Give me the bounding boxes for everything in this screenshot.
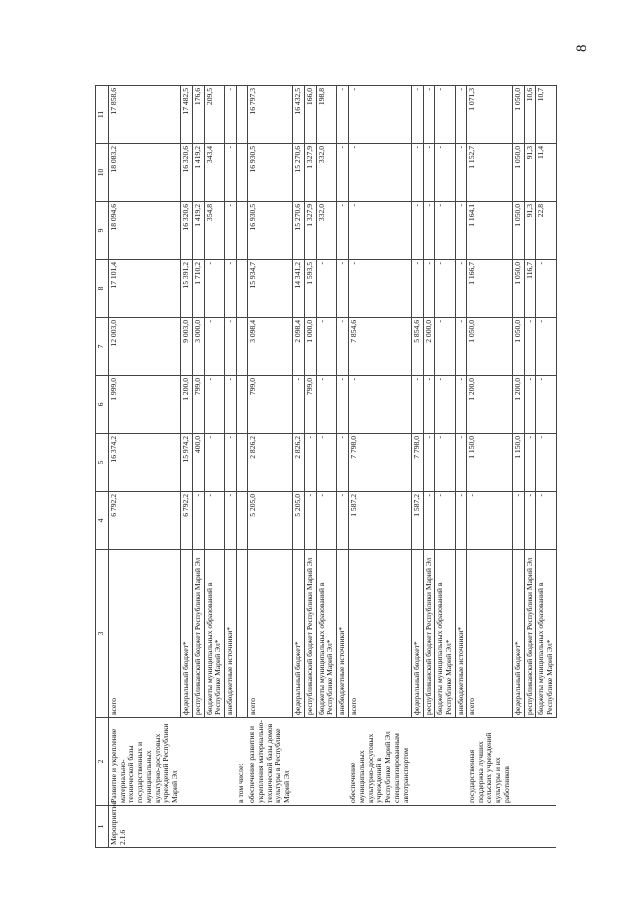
table-cell: бюджеты муниципальных образований в Республике Марий Эл*: [204, 550, 224, 718]
table-row: [316, 86, 336, 848]
table-cell: 16 930,5: [247, 202, 293, 260]
table-cell: -: [337, 86, 349, 144]
table-cell: 1 050,0: [512, 144, 524, 202]
table-cell: 1 150,0: [467, 434, 513, 492]
table-cell: -: [455, 376, 467, 434]
table-cell: 1 327,9: [304, 202, 316, 260]
table-cell: [236, 434, 247, 492]
table-cell: 1 710,2: [192, 260, 204, 318]
table-cell: -: [467, 492, 513, 550]
table-cell: -: [348, 376, 411, 434]
table-cell: федеральный бюджет*: [512, 550, 524, 718]
table-cell: -: [536, 492, 556, 550]
table-cell: -: [411, 144, 423, 202]
table-cell: -: [435, 202, 455, 260]
table-cell: [192, 718, 204, 806]
table-cell: 1 200,0: [181, 376, 193, 434]
table-cell: -: [316, 318, 336, 376]
table-cell: -: [316, 376, 336, 434]
table-cell: [337, 718, 349, 806]
table-cell: -: [512, 492, 524, 550]
table-cell: -: [455, 318, 467, 376]
column-header: 2: [96, 718, 109, 806]
table-cell: -: [435, 318, 455, 376]
table-cell: -: [524, 318, 536, 376]
table-cell: -: [316, 260, 336, 318]
table-cell: 22,8: [536, 202, 556, 260]
table-cell: -: [455, 492, 467, 550]
table-body: [109, 86, 557, 848]
table-cell: [455, 718, 467, 806]
table-cell: [181, 806, 193, 848]
table-cell: 1 200,0: [467, 376, 513, 434]
table-cell: бюджеты муниципальных образований в Республике Марий Эл*: [435, 550, 455, 718]
table-cell: 1 593,5: [304, 260, 316, 318]
column-header: 9: [96, 202, 109, 260]
table-cell: 198,8: [316, 86, 336, 144]
table-cell: 7 854,6: [348, 318, 411, 376]
table-cell: [236, 376, 247, 434]
table-cell: -: [204, 434, 224, 492]
table-cell: -: [304, 434, 316, 492]
table-cell: -: [411, 202, 423, 260]
table-cell: -: [225, 144, 237, 202]
table-cell: -: [293, 376, 305, 434]
table-row: [455, 86, 467, 848]
table-cell: 1 000,0: [304, 318, 316, 376]
table-cell: -: [455, 144, 467, 202]
table-cell: -: [435, 492, 455, 550]
table-row: [348, 86, 411, 848]
table-row: [411, 86, 423, 848]
table-cell: 2 826,2: [293, 434, 305, 492]
table-cell: республиканский бюджет Республики Марий Эл: [192, 550, 204, 718]
table-cell: обеспечение развития и укрепления материально-технической базы домов культуры в Республике Марий Эл: [247, 718, 293, 806]
table-cell: 343,4: [204, 144, 224, 202]
table-cell: 16 374,2: [109, 434, 181, 492]
table-cell: -: [455, 202, 467, 260]
header-row: [96, 86, 109, 848]
table-cell: -: [524, 492, 536, 550]
table-cell: 15 270,6: [293, 202, 305, 260]
table-row: [236, 86, 247, 848]
table-cell: -: [204, 260, 224, 318]
table-cell: 2 000,0: [423, 318, 435, 376]
table-row: [512, 86, 524, 848]
table-cell: республиканский бюджет Республики Марий Эл: [304, 550, 316, 718]
table-row: [467, 86, 513, 848]
table-cell: [236, 260, 247, 318]
page-number: 8: [574, 44, 590, 52]
table-cell: обеспечение муниципальных культурно-досуговых учреждений в Республике Марий Эл специализированным автотранспортом: [348, 718, 411, 806]
table-cell: [304, 806, 316, 848]
table-cell: [467, 806, 513, 848]
table-cell: [204, 718, 224, 806]
table-cell: -: [536, 434, 556, 492]
table-cell: [524, 806, 536, 848]
table-cell: 1 999,0: [109, 376, 181, 434]
table-row: [337, 86, 349, 848]
table-cell: [512, 806, 524, 848]
table-cell: 15 270,6: [293, 144, 305, 202]
table-cell: 1 200,0: [512, 376, 524, 434]
table-cell: 16 797,3: [247, 86, 293, 144]
table-cell: [411, 718, 423, 806]
table-cell: 18 094,6: [109, 202, 181, 260]
column-header: 8: [96, 260, 109, 318]
table-cell: [236, 144, 247, 202]
table-cell: 7 798,0: [348, 434, 411, 492]
table-cell: 9 003,0: [181, 318, 193, 376]
table-cell: 2 098,4: [293, 318, 305, 376]
table-cell: федеральный бюджет*: [293, 550, 305, 718]
table-cell: 17 101,4: [109, 260, 181, 318]
table-cell: 1 050,0: [512, 202, 524, 260]
table-cell: [236, 806, 247, 848]
table-cell: -: [225, 376, 237, 434]
table-cell: 332,0: [316, 144, 336, 202]
table-cell: 5 854,6: [411, 318, 423, 376]
column-header: 7: [96, 318, 109, 376]
column-header: 10: [96, 144, 109, 202]
table-row: [423, 86, 435, 848]
table-cell: 1 587,2: [348, 492, 411, 550]
table-cell: -: [348, 202, 411, 260]
table-cell: 16 930,5: [247, 144, 293, 202]
column-header: 11: [96, 86, 109, 144]
table-cell: 91,3: [524, 144, 536, 202]
table-cell: -: [337, 492, 349, 550]
table-cell: 5 205,0: [293, 492, 305, 550]
table-cell: 17 858,6: [109, 86, 181, 144]
table-row: [435, 86, 455, 848]
table-cell: -: [225, 260, 237, 318]
table-cell: 10,6: [524, 86, 536, 144]
table-cell: -: [435, 260, 455, 318]
table-cell: 15 934,7: [247, 260, 293, 318]
table-cell: 1 152,7: [467, 144, 513, 202]
table-cell: -: [204, 318, 224, 376]
table-cell: [236, 202, 247, 260]
table-cell: -: [455, 86, 467, 144]
table-cell: 3 000,0: [192, 318, 204, 376]
budget-table: [95, 85, 557, 848]
table-cell: всего: [247, 550, 293, 718]
table-cell: [455, 806, 467, 848]
table-cell: 799,0: [192, 376, 204, 434]
table-cell: -: [337, 376, 349, 434]
table-cell: [236, 318, 247, 376]
table-cell: -: [435, 144, 455, 202]
table-cell: государственная поддержка лучших сельских учреждений культуры и их работников: [467, 718, 513, 806]
table-cell: -: [337, 144, 349, 202]
table-cell: [524, 718, 536, 806]
table-cell: бюджеты муниципальных образований в Республике Марий Эл*: [536, 550, 556, 718]
table-cell: федеральный бюджет*: [411, 550, 423, 718]
table-cell: республиканский бюджет Республики Марий Эл: [423, 550, 435, 718]
table-row: [247, 86, 293, 848]
table-cell: [512, 718, 524, 806]
table-cell: -: [204, 376, 224, 434]
table-cell: всего: [109, 550, 181, 718]
table-cell: [181, 718, 193, 806]
table-cell: 799,0: [247, 376, 293, 434]
table-cell: [247, 806, 293, 848]
table-cell: -: [423, 492, 435, 550]
table-cell: -: [337, 202, 349, 260]
table-cell: -: [337, 434, 349, 492]
table-cell: [316, 806, 336, 848]
table-cell: федеральный бюджет*: [181, 550, 193, 718]
table-cell: 91,3: [524, 202, 536, 260]
column-header: 3: [96, 550, 109, 718]
table-cell: Развитие и укрепление материально-технической базы государственных и муниципальных культурно-досуговых учреждений Республики Марий Эл: [109, 718, 181, 806]
table-cell: [225, 806, 237, 848]
table-cell: 799,0: [304, 376, 316, 434]
table-cell: [536, 806, 556, 848]
table-cell: внебюджетные источники*: [225, 550, 237, 718]
table-cell: 6 792,2: [109, 492, 181, 550]
table-cell: 1 166,7: [467, 260, 513, 318]
table-cell: 1 050,0: [512, 318, 524, 376]
table-cell: -: [524, 434, 536, 492]
table-cell: 1 050,0: [467, 318, 513, 376]
table-row: [304, 86, 316, 848]
table-cell: 15 391,2: [181, 260, 193, 318]
table-cell: [304, 718, 316, 806]
table-cell: -: [192, 492, 204, 550]
column-header: 6: [96, 376, 109, 434]
table-cell: [423, 806, 435, 848]
table-cell: -: [411, 376, 423, 434]
table-cell: -: [423, 86, 435, 144]
table-cell: 1 419,2: [192, 144, 204, 202]
column-header: 5: [96, 434, 109, 492]
table-cell: [435, 806, 455, 848]
table-cell: -: [225, 434, 237, 492]
table-cell: 166,0: [304, 86, 316, 144]
table-cell: -: [423, 144, 435, 202]
table-cell: -: [435, 434, 455, 492]
table-cell: в том числе:: [236, 718, 247, 806]
table-cell: [411, 806, 423, 848]
table-cell: [204, 806, 224, 848]
table-cell: 116,7: [524, 260, 536, 318]
table-cell: [192, 806, 204, 848]
table-cell: -: [225, 202, 237, 260]
table-cell: [348, 806, 411, 848]
table-cell: 176,6: [192, 86, 204, 144]
table-cell: 1 327,9: [304, 144, 316, 202]
table-cell: 400,0: [192, 434, 204, 492]
table-cell: -: [423, 434, 435, 492]
table-cell: 1 150,0: [512, 434, 524, 492]
table-cell: -: [337, 260, 349, 318]
table-cell: 354,8: [204, 202, 224, 260]
table-cell: -: [536, 376, 556, 434]
table-cell: [236, 550, 247, 718]
table-cell: [293, 806, 305, 848]
table-cell: 10,7: [536, 86, 556, 144]
table-cell: -: [435, 376, 455, 434]
table-cell: [423, 718, 435, 806]
table-cell: бюджеты муниципальных образований в Республике Марий Эл*: [316, 550, 336, 718]
table-cell: 209,5: [204, 86, 224, 144]
table-cell: внебюджетные источники*: [455, 550, 467, 718]
table-cell: -: [348, 86, 411, 144]
table-cell: 16 320,6: [181, 144, 193, 202]
table-cell: 16 320,6: [181, 202, 193, 260]
table-cell: 11,4: [536, 144, 556, 202]
table-row: [181, 86, 193, 848]
table-cell: 1 050,0: [512, 260, 524, 318]
table-cell: 1 419,2: [192, 202, 204, 260]
table-row: [109, 86, 181, 848]
table-cell: -: [348, 144, 411, 202]
table-cell: 5 205,0: [247, 492, 293, 550]
table-cell: -: [204, 492, 224, 550]
table-cell: [435, 718, 455, 806]
table-row: [536, 86, 556, 848]
table-cell: -: [455, 434, 467, 492]
table-cell: -: [337, 318, 349, 376]
table-cell: внебюджетные источники*: [337, 550, 349, 718]
table-cell: -: [423, 376, 435, 434]
table-cell: 1 071,3: [467, 86, 513, 144]
table-cell: -: [536, 260, 556, 318]
table-row: [192, 86, 204, 848]
table-cell: 16 432,5: [293, 86, 305, 144]
table-cell: -: [536, 318, 556, 376]
table-cell: [236, 86, 247, 144]
table-cell: -: [225, 86, 237, 144]
table-cell: -: [225, 492, 237, 550]
table-row: [225, 86, 237, 848]
table-cell: -: [411, 260, 423, 318]
table-cell: -: [423, 202, 435, 260]
table-row: [293, 86, 305, 848]
table-cell: 332,0: [316, 202, 336, 260]
table-cell: [536, 718, 556, 806]
table-cell: 15 974,2: [181, 434, 193, 492]
table-cell: 17 482,5: [181, 86, 193, 144]
table-cell: всего: [348, 550, 411, 718]
table-cell: -: [423, 260, 435, 318]
table-cell: 1 050,0: [512, 86, 524, 144]
table-cell: -: [316, 492, 336, 550]
table-cell: -: [348, 260, 411, 318]
table-cell: 6 792,2: [181, 492, 193, 550]
table-cell: всего: [467, 550, 513, 718]
table-cell: [293, 718, 305, 806]
table-cell: 1 587,2: [411, 492, 423, 550]
table-cell: 3 098,4: [247, 318, 293, 376]
table-cell: -: [435, 86, 455, 144]
table-cell: -: [304, 492, 316, 550]
table-cell: 1 164,1: [467, 202, 513, 260]
table-row: [204, 86, 224, 848]
table-cell: [225, 718, 237, 806]
table-cell: [236, 492, 247, 550]
table-cell: 2 826,2: [247, 434, 293, 492]
table-cell: [316, 718, 336, 806]
table-cell: [337, 806, 349, 848]
table-cell: 7 798,0: [411, 434, 423, 492]
table-cell: -: [411, 86, 423, 144]
table-cell: -: [455, 260, 467, 318]
table-cell: 14 341,2: [293, 260, 305, 318]
table-cell: 12 003,0: [109, 318, 181, 376]
table-cell: 18 083,2: [109, 144, 181, 202]
column-header: 1: [96, 806, 109, 848]
table-cell: республиканский бюджет Республики Марий Эл: [524, 550, 536, 718]
table-cell: -: [225, 318, 237, 376]
table-row: [524, 86, 536, 848]
rotated-table-container: [95, 88, 563, 848]
table-cell: Мероприятие 2.1.6: [109, 806, 181, 848]
table-cell: -: [524, 376, 536, 434]
column-header: 4: [96, 492, 109, 550]
table-cell: -: [316, 434, 336, 492]
